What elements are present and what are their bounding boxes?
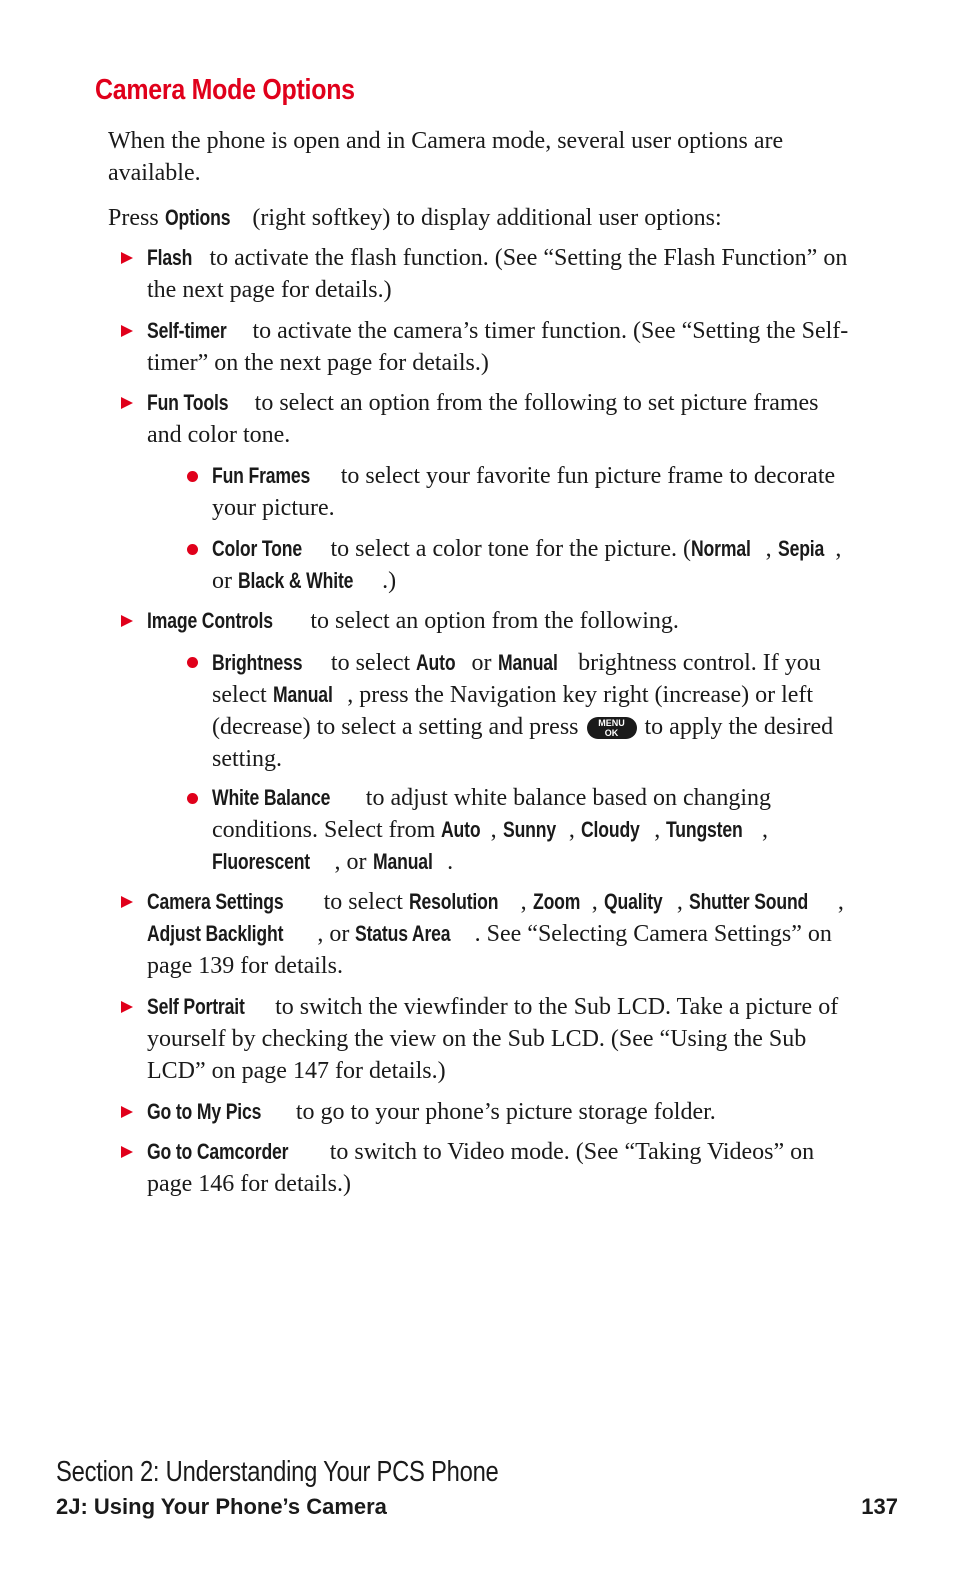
bullet-arrow-icon	[121, 325, 133, 337]
self-timer-term: Self-timer	[147, 318, 227, 343]
sep: ,	[765, 536, 778, 562]
list-item-white-balance	[212, 782, 862, 878]
press-options-paragraph	[108, 202, 848, 234]
sep: , or	[212, 536, 842, 594]
list-item-go-to-my-pics	[147, 1096, 859, 1128]
text: to apply the desired setting.	[212, 714, 834, 772]
auto-term: Auto	[416, 650, 456, 675]
sepia-term: Sepia	[777, 536, 824, 561]
bullet-arrow-icon	[121, 252, 133, 264]
list-item-self-timer	[147, 315, 859, 379]
footer-section-title: Section 2: Understanding Your PCS Phone	[56, 1456, 499, 1488]
fun-tools-term: Fun Tools	[147, 390, 229, 415]
manual-term: Manual	[272, 682, 333, 707]
bullet-arrow-icon	[121, 615, 133, 627]
list-item-flash	[147, 242, 859, 306]
camera-settings-term: Camera Settings	[147, 889, 284, 914]
text: or	[465, 650, 498, 676]
bullet-arrow-icon	[121, 1001, 133, 1013]
menu-ok-key-icon	[587, 717, 637, 739]
self-portrait-term: Self Portrait	[147, 994, 245, 1019]
image-controls-term: Image Controls	[147, 608, 273, 633]
color-tone-term: Color Tone	[212, 536, 302, 561]
options-term: Options	[164, 205, 231, 230]
sep: ,	[568, 817, 581, 843]
go-to-camcorder-term: Go to Camcorder	[147, 1139, 289, 1164]
sep: ,	[490, 817, 503, 843]
list-item-fun-tools	[147, 387, 859, 451]
manual-term: Manual	[372, 849, 433, 874]
fun-tools-text: to select an option from the following to set picture frames and color tone.	[147, 390, 819, 448]
press-post: (right softkey) to display additional user options:	[246, 205, 722, 231]
footer-chapter-title: 2J: Using Your Phone’s Camera	[56, 1494, 387, 1519]
normal-term: Normal	[691, 536, 751, 561]
text: brightness control. If you select	[212, 650, 821, 708]
menu-key-label: MENU	[598, 718, 625, 729]
self-timer-text: to activate the camera’s timer function. (See “Setting the Self-timer” on the next page for details.)	[147, 318, 849, 376]
list-item-fun-frames	[212, 460, 862, 524]
list-item-image-controls	[147, 605, 859, 637]
status-area-term: Status Area	[355, 921, 451, 946]
bullet-dot-icon	[187, 471, 198, 482]
list-item-go-to-camcorder	[147, 1136, 859, 1200]
cloudy-term: Cloudy	[580, 817, 640, 842]
fluorescent-term: Fluorescent	[212, 849, 310, 874]
go-to-my-pics-term: Go to My Pics	[147, 1099, 262, 1124]
brightness-term: Brightness	[212, 650, 303, 675]
sep: ,	[837, 889, 844, 915]
sep: ,	[520, 889, 533, 915]
black-white-term: Black & White	[238, 568, 354, 593]
go-to-camcorder-text: to switch to Video mode. (See “Taking Videos” on page 146 for details.)	[147, 1139, 815, 1197]
tungsten-term: Tungsten	[666, 817, 743, 842]
sep: ,	[591, 889, 604, 915]
sep: , or	[317, 921, 356, 947]
text: to select	[317, 889, 409, 915]
adjust-backlight-term: Adjust Backlight	[147, 921, 284, 946]
sep: ,	[761, 817, 768, 843]
press-pre: Press	[108, 205, 165, 231]
fun-frames-text: to select your favorite fun picture frame to decorate your picture.	[212, 463, 836, 521]
end: .)	[382, 568, 397, 594]
shutter-sound-term: Shutter Sound	[688, 889, 809, 914]
sep: , or	[334, 849, 373, 875]
bullet-arrow-icon	[121, 1106, 133, 1118]
zoom-term: Zoom	[532, 889, 580, 914]
list-item-color-tone	[212, 533, 862, 597]
bullet-dot-icon	[187, 793, 198, 804]
sunny-term: Sunny	[502, 817, 556, 842]
resolution-term: Resolution	[408, 889, 499, 914]
ok-key-label: OK	[604, 728, 619, 739]
image-controls-text: to select an option from the following.	[304, 608, 679, 634]
text: , press the Navigation key right (increase) or left (decrease) to select a setting and press	[212, 682, 814, 740]
intro-paragraph: When the phone is open and in Camera mode, several user options are available.	[108, 128, 784, 186]
bullet-arrow-icon	[121, 397, 133, 409]
flash-text: to activate the flash function. (See “Setting the Flash Function” on the next page for details.)	[147, 245, 848, 303]
list-item-self-portrait	[147, 991, 859, 1087]
end: .	[447, 849, 454, 875]
page-number: 137	[861, 1494, 898, 1519]
white-balance-term: White Balance	[212, 785, 331, 810]
bullet-dot-icon	[187, 657, 198, 668]
auto-term: Auto	[441, 817, 481, 842]
sep: ,	[676, 889, 689, 915]
manual-term: Manual	[497, 650, 558, 675]
end: . See “Selecting Camera Settings” on page 139 for details.	[147, 921, 832, 979]
text: to adjust white balance based on changing conditions. Select from	[212, 785, 771, 843]
sep: ,	[654, 817, 667, 843]
list-item-camera-settings	[147, 886, 859, 982]
bullet-arrow-icon	[121, 896, 133, 908]
text: to select	[324, 650, 417, 676]
bullet-arrow-icon	[121, 1146, 133, 1158]
quality-term: Quality	[603, 889, 663, 914]
self-portrait-text: to switch the viewfinder to the Sub LCD. Take a picture of yourself by checking the view on the Sub LCD. (See “Using the Sub LCD” on page 147 for details.)	[147, 994, 839, 1084]
color-tone-text: to select a color tone for the picture. (	[324, 536, 691, 562]
page-title: Camera Mode Options	[95, 74, 355, 106]
list-item-brightness	[212, 647, 862, 775]
bullet-dot-icon	[187, 544, 198, 555]
fun-frames-term: Fun Frames	[212, 463, 311, 488]
flash-term: Flash	[147, 245, 193, 270]
go-to-my-pics-text: to go to your phone’s picture storage folder.	[289, 1099, 716, 1125]
